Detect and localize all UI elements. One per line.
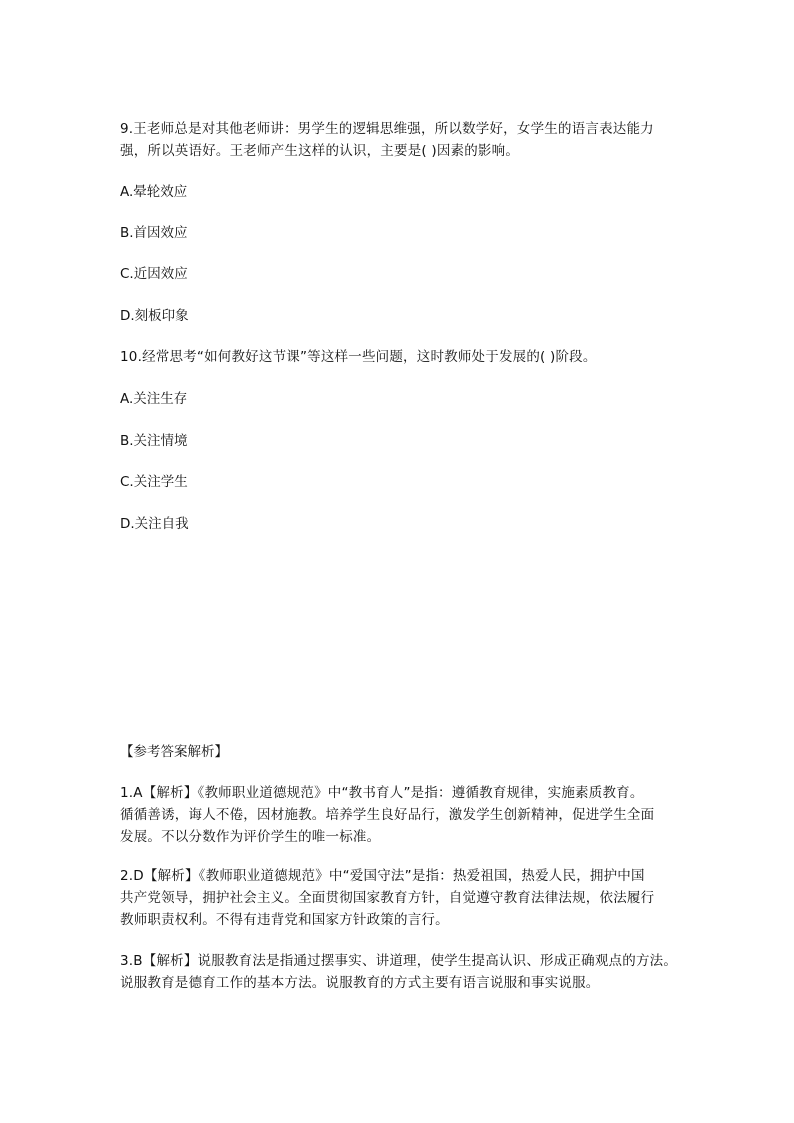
- answer-line: 教师职责权利。不得有违背党和国家方针政策的言行。: [120, 912, 449, 928]
- answer-1: [120, 782, 690, 848]
- question-10-option-d: D.关注自我: [120, 516, 189, 532]
- answer-line: 说服教育是德育工作的基本方法。说服教育的方式主要有语言说服和事实说服。: [120, 975, 600, 991]
- answer-line: 共产党领导，拥护社会主义。全面贯彻国家教育方针，自觉遵守教育法律法规，依法履行: [120, 890, 655, 906]
- question-10-text: [120, 346, 690, 368]
- answer-line: 3.B【解析】说服教育法是指通过摆事实、讲道理，使学生提高认识、形成正确观点的方法。: [120, 953, 678, 969]
- answer-line: 2.D【解析】《教师职业道德规范》中“爱国守法”是指：热爱祖国，热爱人民，拥护中国: [120, 868, 645, 884]
- question-9-option-a: A.晕轮效应: [120, 184, 188, 200]
- answer-3: [120, 950, 690, 994]
- question-line: 10.经常思考“如何教好这节课”等这样一些问题，这时教师处于发展的( )阶段。: [120, 349, 597, 365]
- answer-line: 1.A【解析】《教师职业道德规范》中“教书育人”是指：遵循教育规律，实施素质教育。: [120, 785, 644, 801]
- question-10-option-a: A.关注生存: [120, 391, 188, 407]
- question-9-option-c: C.近因效应: [120, 266, 188, 282]
- answer-line: 循循善诱，诲人不倦，因材施教。培养学生良好品行，激发学生创新精神，促进学生全面: [120, 807, 655, 823]
- question-10-option-c: C.关注学生: [120, 474, 188, 490]
- answer-line: 发展。不以分数作为评价学生的唯一标准。: [120, 829, 381, 845]
- answer-2: [120, 865, 690, 931]
- question-9-option-b: B.首因效应: [120, 225, 188, 241]
- answers-heading: 【参考答案解析】: [120, 744, 228, 760]
- question-10-option-b: B.关注情境: [120, 433, 188, 449]
- question-line: 强，所以英语好。王老师产生这样的认识，主要是( )因素的影响。: [120, 143, 520, 159]
- question-line: 9.王老师总是对其他老师讲：男学生的逻辑思维强，所以数学好，女学生的语言表达能力: [120, 121, 654, 137]
- question-9-option-d: D.刻板印象: [120, 308, 189, 324]
- question-9-text: [120, 118, 690, 162]
